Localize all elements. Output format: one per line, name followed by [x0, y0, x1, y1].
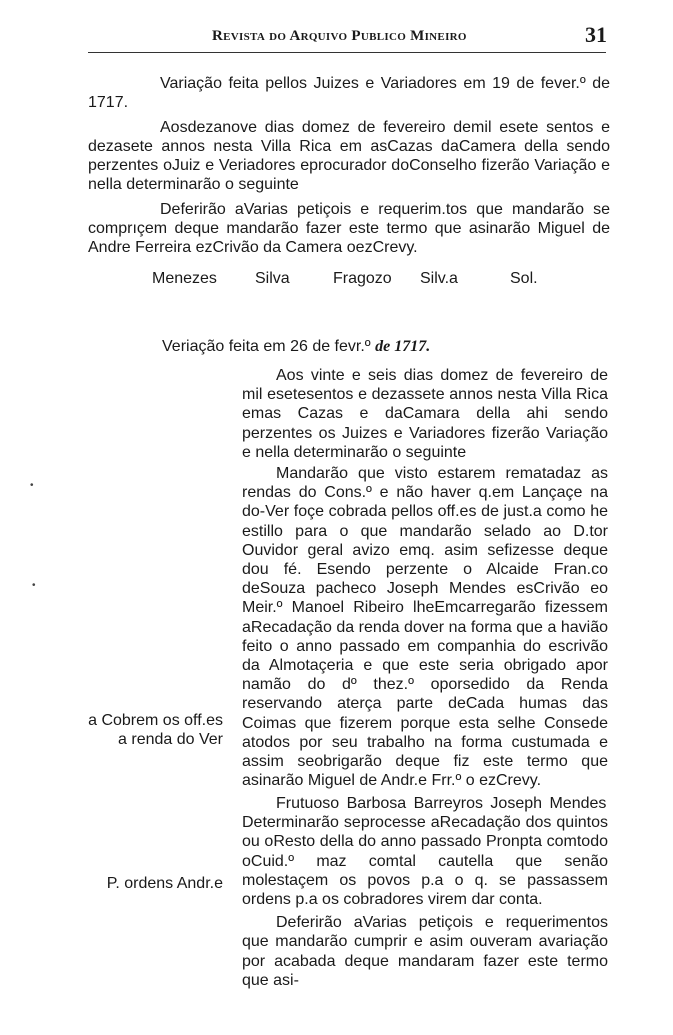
section2-paragraph-2: Mandarão que visto estarem rematadaz as rendas do Cons.º e não haver q.em Lançaçe na do-Ver foçe cobrada pellos off.es de just.a como he estillo para o que mandarão selado ao D.tor Ouvidor geral avizo emq. asim sefizesse deque dou fé. Esendo perzente o Alcaide Fran.co deSouza pacheco Joseph Mendes esCrivão eo Meir.º Manoel Ribeiro lheEmcarregarão fizessem aRecadação da renda dover na forma que a havião feito o anno passado em companhia do escrivão da Almotaçeria e que este seria obrigado apor namão do dº thez.º oporsedido da Renda reservando aterça parte deCada humas das Coimas que fizerem porque esta selhe Consede atodos por seu trabalho na forma custumada e assim seobrigarão deque fiz este termo que asinarão Miguel de Andr.e Frr.º o ezCrevy.	[242, 465, 608, 790]
running-title: Revista do Arquivo Publico Mineiro	[212, 28, 467, 44]
section1-paragraph-2	[88, 200, 610, 257]
section2-heading	[162, 338, 430, 356]
signature: Sol.	[510, 270, 538, 287]
signature-row	[150, 270, 570, 290]
signature: Menezes	[152, 270, 217, 287]
section1-paragraph-2-text: Deferirão aVarias petiçois e requerim.tos que mandarão se comprıçem deque mandarão fazer este termo que asinarão Miguel de Andre Ferreira ezCrivão da Camera oezCrevy.	[88, 201, 610, 256]
section2-main-column	[242, 366, 608, 790]
header-rule	[88, 52, 606, 53]
ink-speck: •	[30, 480, 34, 491]
section2-paragraph-1: Aos vinte e seis dias domez de fevereiro de mil esetesentos e dezassete annos nesta Villa Rica emas Cazas e daCamara della ahi sendo perzentes os Juizes e Variadores fizerão Variação e nella determinarão o seguinte	[242, 367, 608, 461]
section1-paragraph-1-text: Aosdezanove dias domez de fevereiro demil esete sentos e dezasete annos nesta Villa Rica em asCazas daCamera della sendo perzentes oJuiz e Veriadores eprocurador doConselho fizerão Variação e nella determinarão o seguinte	[88, 119, 610, 193]
section2-lower-column	[242, 794, 608, 990]
margin-note-renda: a Cobrem os off.es a renda do Ver	[88, 712, 223, 748]
signature: Fragozo	[333, 270, 392, 287]
section2-heading-prefix: Veriação feita em 26 de fevr.º	[162, 338, 371, 355]
section2-paragraph-4: Deferirão aVarias petiçois e requerimentos que mandarão cumprir e asim ouveram avariação por acabada deque mandaram fazer este termo que asi-	[242, 914, 608, 989]
ink-speck: •	[32, 580, 36, 591]
section2-signers: Frutuoso Barbosa Barreyros Joseph Mendes	[276, 795, 607, 812]
page-number: 31	[585, 22, 607, 47]
signature: Silva	[255, 270, 290, 287]
page-header	[0, 20, 673, 50]
section1-paragraph-1	[88, 118, 610, 194]
signature: Silv.a	[420, 270, 458, 287]
margin-note-ordens: P. ordens Andr.e	[106, 875, 223, 892]
section2-heading-year: de 1717.	[375, 338, 431, 355]
section1-heading	[88, 74, 610, 112]
section1-heading-text: Variação feita pellos Juizes e Variadores em 19 de fever.º de 1717.	[88, 75, 610, 111]
section2-paragraph-3: Determinarão seprocesse aRecadação dos quintos ou oResto della do anno passado Pronpta comtodo oCuid.º maz comtal cautella que senão molestaçem os povos p.a o q. se passassem ordens p.a os cobradores virem dar conta.	[242, 814, 608, 909]
